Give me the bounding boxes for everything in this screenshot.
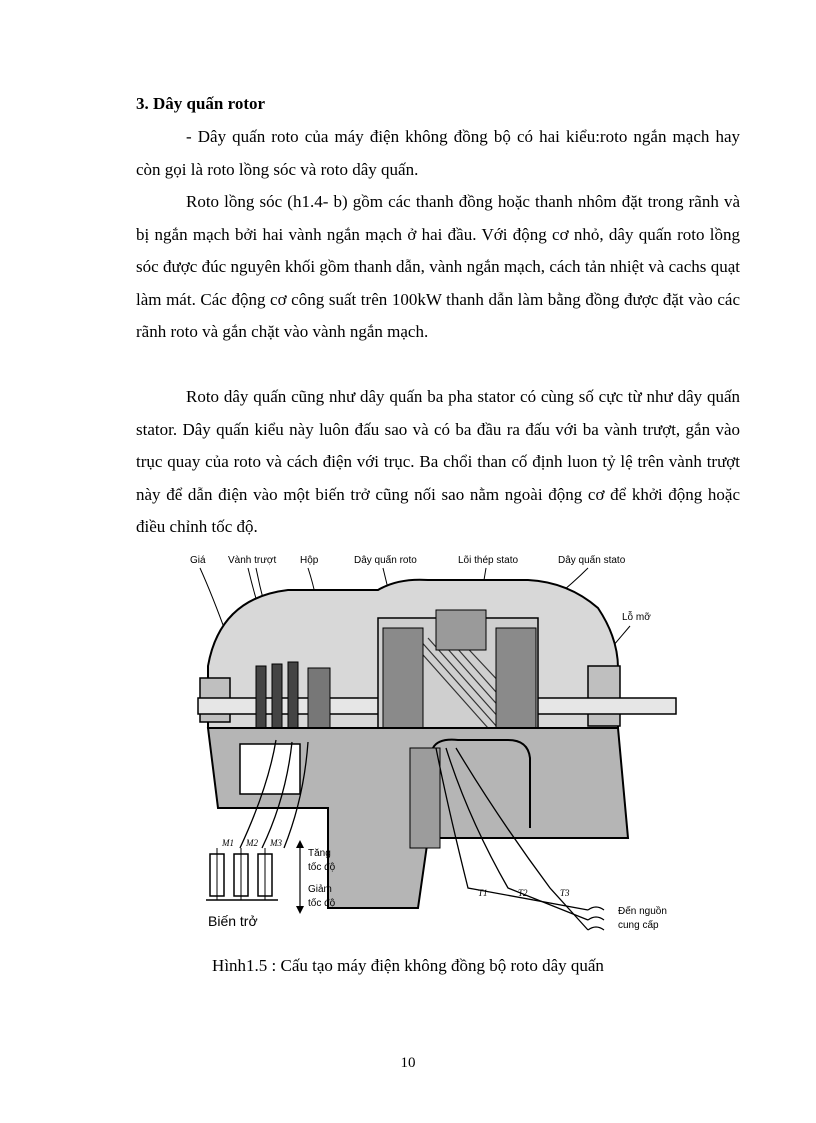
label-bien-tro: Biến trở (208, 913, 258, 929)
label-toc-do-1: tốc độ (308, 862, 336, 873)
label-t3: T3 (560, 888, 570, 898)
label-m2: M2 (246, 838, 258, 848)
paragraph-wound-rotor: Roto dây quấn cũng như dây quấn ba pha stator có cùng số cực từ như dây quấn stator. Dây quấn kiểu này luôn đấu sao và có ba đầu ra đấu với ba vành trượt, gắn vào trục quay của roto và cách điện với trục. Ba chổi than cố định luon tỷ lệ trên vành trượt này để dẫn điện vào một biến trở cũng nối sao nằm ngoài động cơ để khởi động hoặc điều chỉnh tốc độ. (136, 387, 740, 536)
label-tang: Tăng (308, 848, 331, 859)
rheostat (206, 840, 304, 914)
motor-cutaway-figure (178, 548, 690, 940)
label-day-quan-stato: Dây quấn stato (558, 555, 626, 566)
supply-switches (588, 907, 604, 930)
label-day-quan-roto: Dây quấn roto (354, 555, 417, 566)
label-loi-thep-stato: Lõi thép stato (458, 555, 519, 566)
label-lo-mo: Lỗ mỡ (622, 612, 651, 623)
label-toc-do-2: tốc độ (308, 898, 336, 909)
paragraph-rotor-types: - Dây quấn roto của máy điện không đồng bộ có hai kiểu:roto ngắn mạch hay còn gọi là roto lồng sóc và roto dây quấn. (136, 127, 740, 179)
figure-caption: Hình1.5 : Cấu tạo máy điện không đồng bộ roto dây quấn (212, 956, 604, 975)
section-heading: 3. Dây quấn rotor (136, 94, 266, 113)
label-den-nguon: Đến nguồn (618, 906, 667, 917)
page-number: 10 (400, 1055, 416, 1071)
paragraph-squirrel-cage: Roto lồng sóc (h1.4- b) gồm các thanh đồng hoặc thanh nhôm đặt trong rãnh và bị ngắn mạch bởi hai vành ngắn mạch ở hai đầu. Với động cơ nhỏ, dây quấn roto lồng sóc được đúc nguyên khối gồm thanh dẫn, vành ngắn mạch, cách tản nhiệt và cachs quạt làm mát. Các động cơ công suất trên 100kW thanh dẫn làm bằng đồng được đặt vào các rãnh roto và gắn chặt vào vành ngắn mạch. (136, 192, 740, 341)
label-gia: Giá (190, 555, 206, 566)
label-t2: T2 (518, 888, 528, 898)
label-t1: T1 (478, 888, 488, 898)
label-giam: Giảm (308, 884, 332, 895)
label-m3: M3 (270, 838, 282, 848)
label-cung-cap: cung cấp (618, 920, 659, 931)
label-m1: M1 (222, 838, 234, 848)
label-hop: Hộp (300, 555, 319, 566)
label-vanh-truot: Vành trượt (228, 555, 277, 566)
